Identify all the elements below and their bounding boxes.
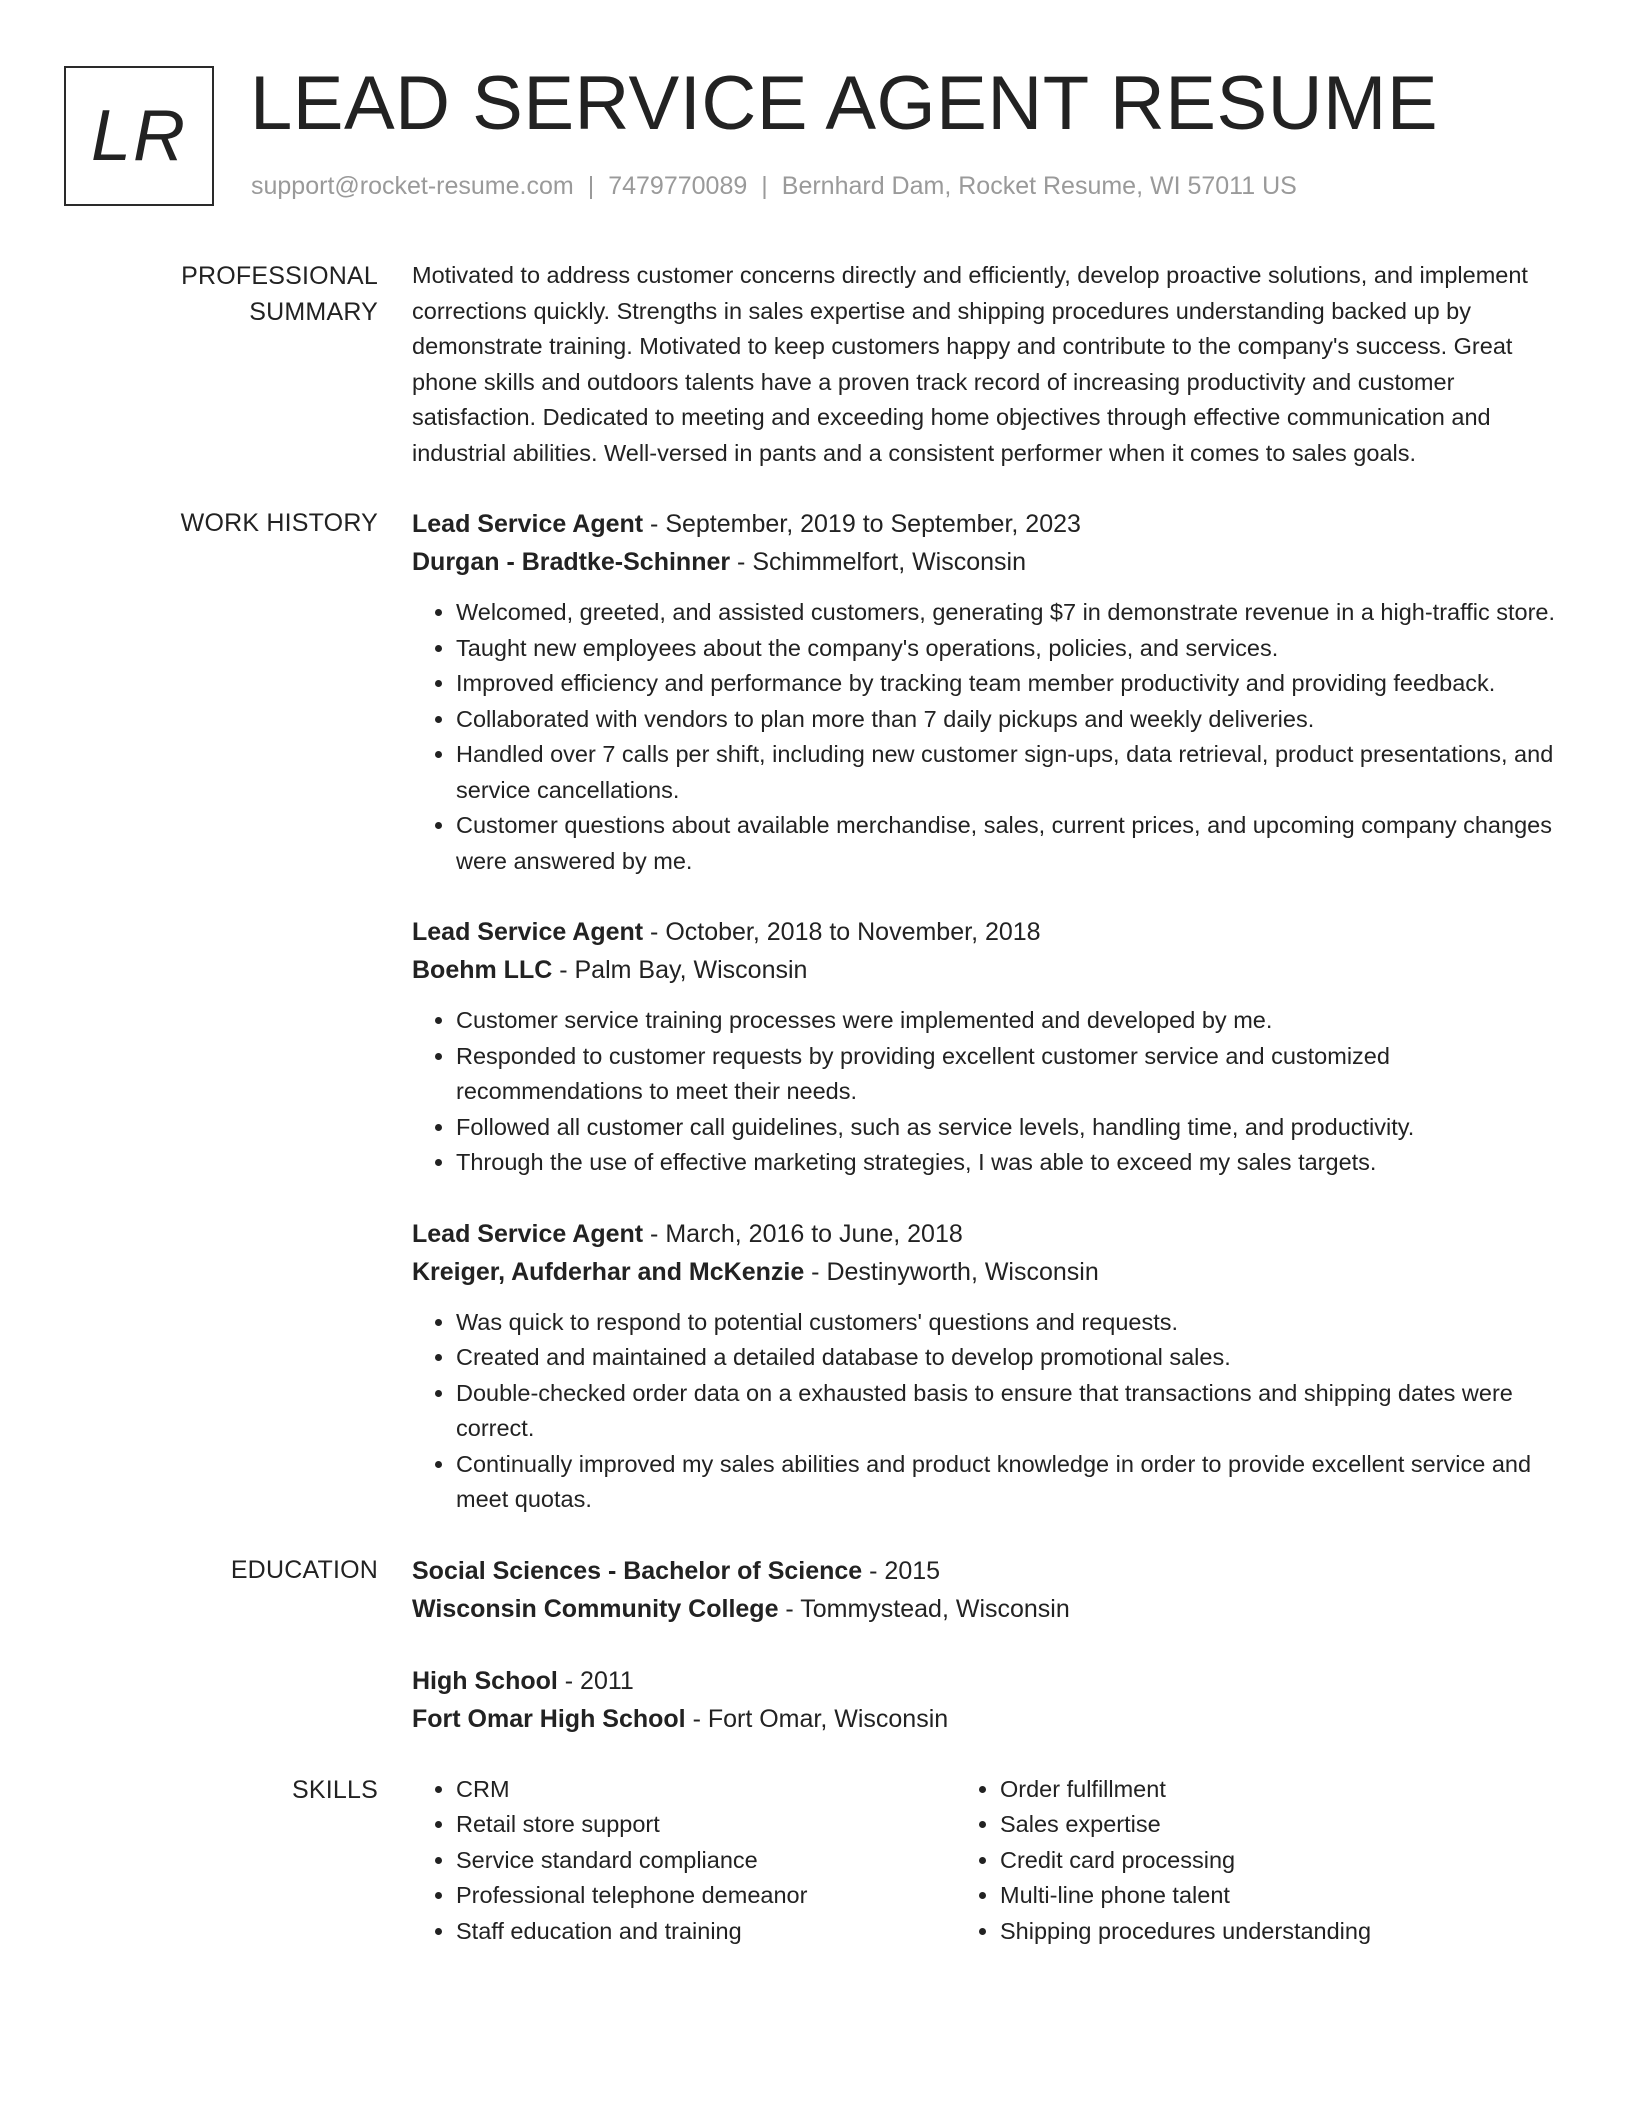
list-item: • Through the use of effective marketing strategies, I was able to exceed my sales targets. [456,1145,1574,1181]
job-location: - Destinyworth, Wisconsin [804,1257,1099,1286]
list-item: • Double-checked order data on a exhausted basis to ensure that transactions and shipping dates were correct. [456,1376,1574,1447]
list-item: • Was quick to respond to potential customers' questions and requests. [456,1305,1574,1341]
school-name: Wisconsin Community College [412,1594,779,1623]
list-item: • Improved efficiency and performance by tracking team member productivity and providing feedback. [456,666,1574,702]
school-location: - Tommystead, Wisconsin [778,1594,1070,1623]
section-label-summary: PROFESSIONAL SUMMARY [181,262,378,326]
job-entry [412,505,1574,879]
section-label-skills: SKILLS [292,1775,378,1804]
job-company: Boehm LLC [412,956,553,984]
list-item: • Customer service training processes were implemented and developed by me. [456,1003,1574,1039]
job-dates: - October, 2018 to November, 2018 [643,918,1041,946]
list-item: • Continually improved my sales abilities and product knowledge in order to provide excellent service and meet quotas. [456,1447,1574,1518]
list-item: • Welcomed, greeted, and assisted customers, generating $7 in demonstrate revenue in a high-traffic store. [456,595,1574,631]
list-item: • Collaborated with vendors to plan more than 7 daily pickups and weekly deliveries. [456,702,1574,738]
education-year: - 2011 [557,1666,634,1695]
list-item: • Customer questions about available merchandise, sales, current prices, and upcoming company changes were answered by me. [456,808,1574,879]
list-item: • Taught new employees about the company's operations, policies, and services. [456,631,1574,667]
list-item: • Followed all customer call guidelines, such as service levels, handling time, and productivity. [456,1110,1574,1146]
separator: | [587,172,595,200]
skill-item: • Retail store support [456,1807,956,1843]
list-item: • Handled over 7 calls per shift, including new customer sign-ups, data retrieval, product presentations, and service cancellations. [456,737,1574,808]
degree: Social Sciences - Bachelor of Science [412,1556,863,1585]
skill-item: • Sales expertise [1000,1807,1500,1843]
job-location: - Palm Bay, Wisconsin [552,956,808,984]
job-company: Kreiger, Aufderhar and McKenzie [412,1257,805,1286]
education-year: - 2015 [862,1556,941,1585]
skills-list-left [412,1772,956,1950]
separator: | [761,172,768,200]
skill-item: • Credit card processing [1000,1843,1500,1879]
skill-item: • Order fulfillment [1000,1772,1500,1808]
job-bullets [412,595,1574,879]
degree: High School [412,1666,558,1695]
list-item: • Responded to customer requests by providing excellent customer service and customized recommendations to meet their needs. [456,1039,1574,1110]
list-item: • Created and maintained a detailed database to develop promotional sales. [456,1340,1574,1376]
job-dates: - September, 2019 to September, 2023 [643,510,1081,538]
section-label-education: EDUCATION [230,1555,378,1584]
skills-list-right [956,1772,1500,1950]
skill-item: • Service standard compliance [456,1843,956,1879]
job-bullets [412,1305,1574,1518]
school-location: - Fort Omar, Wisconsin [685,1704,949,1733]
resume-header [64,61,1568,214]
page-title: LEAD SERVICE AGENT RESUME [250,61,1439,146]
monogram-logo: LR [64,66,214,206]
education-entry [412,1552,1574,1628]
contact-email: support@rocket-resume.com [251,172,574,200]
education-entry [412,1662,1574,1738]
work-history-section [64,505,1574,1518]
skill-item: • Multi-line phone talent [1000,1878,1500,1914]
job-dates: - March, 2016 to June, 2018 [643,1219,963,1248]
skill-item: • CRM [456,1772,956,1808]
school-name: Fort Omar High School [412,1704,686,1733]
skill-item: • Staff education and training [456,1914,956,1950]
job-company: Durgan - Bradtke-Schinner [412,548,731,576]
contact-phone: 7479770089 [608,172,748,200]
summary-text: Motivated to address customer concerns directly and efficiently, develop proactive solutions, and implement corrections quickly. Strengths in sales expertise and shipping procedures understanding backed up by demonstrate training. Motivated to keep customers happy and contribute to the company's success. Great phone skills and outdoors talents have a proven track record of increasing productivity and customer satisfaction. Dedicated to meeting and exceeding home objectives through effective communication and industrial abilities. Well-versed in pants and a consistent performer when it comes to sales goals. [412,262,1528,466]
education-section [64,1552,1574,1738]
resume-content [64,258,1574,1949]
job-bullets [412,1003,1574,1181]
section-label-work: WORK HISTORY [180,509,378,537]
skill-item: • Professional telephone demeanor [456,1878,956,1914]
contact-line [251,172,1297,201]
contact-address: Bernhard Dam, Rocket Resume, WI 57011 US [781,172,1297,200]
job-entry [412,1215,1574,1518]
skills-section [64,1772,1574,1950]
job-title: Lead Service Agent [412,918,644,946]
job-location: - Schimmelfort, Wisconsin [730,548,1026,576]
job-title: Lead Service Agent [412,510,644,538]
summary-section [64,258,1574,471]
skill-item: • Shipping procedures understanding [1000,1914,1500,1950]
job-title: Lead Service Agent [412,1219,644,1248]
job-entry [412,913,1574,1181]
